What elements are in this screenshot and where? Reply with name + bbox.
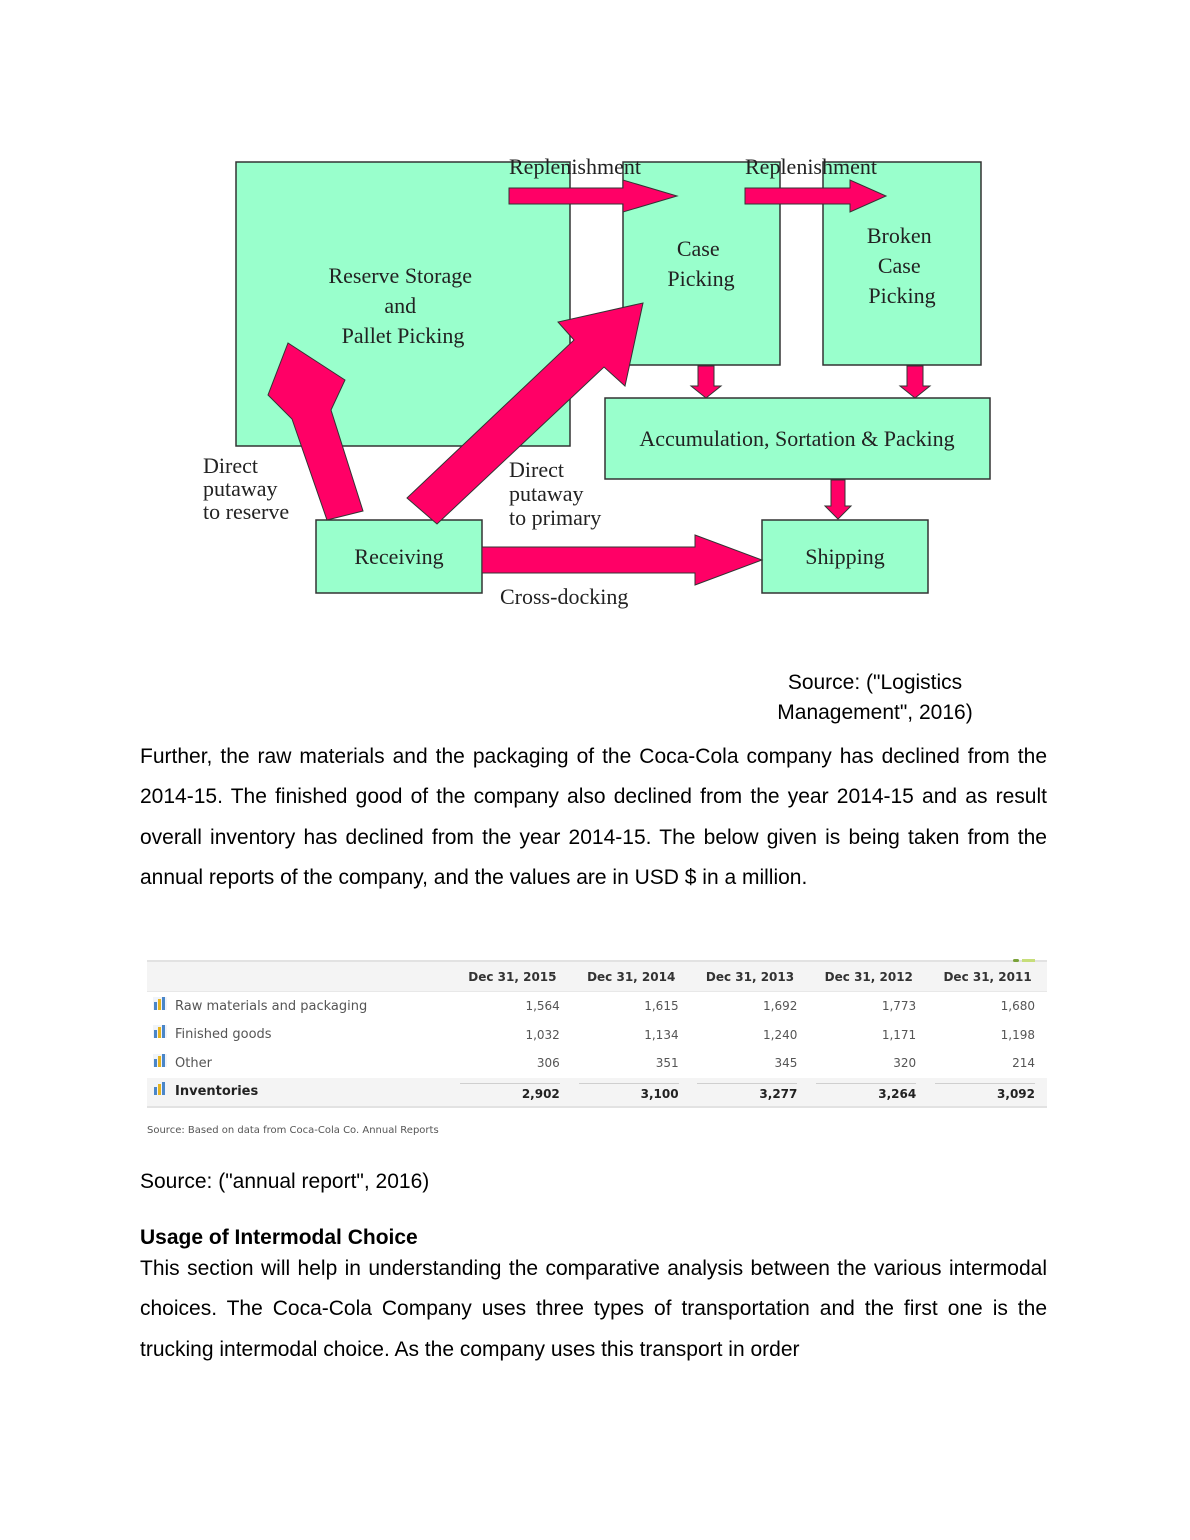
bar-chart-icon[interactable]	[153, 1082, 167, 1095]
warehouse-flow-diagram	[0, 0, 1190, 640]
total-cell: 3,264	[816, 1083, 916, 1101]
table-cell: 306	[536, 1056, 560, 1071]
table-cell: 1,773	[881, 999, 917, 1014]
broken-case-picking-label: Broken Case Picking	[866, 223, 936, 308]
table-header: Dec 31, 2013	[705, 969, 795, 984]
figure-source: Source: ("Logistics Management", 2016)	[777, 671, 973, 724]
table-row	[147, 1021, 1047, 1050]
row-label: Inventories	[175, 1084, 259, 1100]
total-cell: 3,092	[935, 1083, 1035, 1101]
table-source: Source: ("annual report", 2016)	[140, 1170, 430, 1193]
table-footnote: Source: Based on data from Coca-Cola Co. Annual Reports	[147, 1125, 439, 1136]
section-heading: Usage of Intermodal Choice	[140, 1226, 418, 1249]
paragraph-inventory: Further, the raw materials and the packaging of the Coca-Cola company has declined from the 2014-15. The finished good of the company also declined from the year 2014-15 and as result overall inventory has declined from the year 2014-15. The below given is being taken from the annual reports of the company, and the values are in USD $ in a million.	[140, 745, 1047, 889]
row-label: Raw materials and packaging	[175, 998, 368, 1014]
cross-docking-arrow	[482, 535, 762, 585]
table-row	[147, 1049, 1047, 1078]
replenishment-label-2: Replenishment	[745, 154, 877, 179]
paragraph-intermodal: This section will help in understanding the comparative analysis between the various intermodal choices. The Coca-Cola Company uses three types of transportation and the first one is the trucking intermodal choice. As the company uses this transport in order	[140, 1257, 1047, 1361]
receiving-label: Receiving	[354, 544, 444, 569]
row-label: Other	[175, 1055, 212, 1071]
table-header: Dec 31, 2014	[587, 969, 676, 984]
table-cell: 320	[893, 1056, 917, 1071]
accumulation-to-shipping-arrow	[825, 480, 851, 519]
bar-chart-icon[interactable]	[153, 1054, 167, 1067]
broken-to-accumulation-arrow	[900, 366, 930, 398]
table-cell: 1,198	[1000, 1027, 1035, 1042]
inventory-table	[147, 960, 1047, 1108]
total-cell: 3,277	[697, 1083, 797, 1101]
inventory-table-figure	[147, 960, 1047, 1136]
case-picking-label: Case Picking	[667, 236, 735, 291]
table-cell: 1,240	[763, 1027, 798, 1042]
table-cell: 1,615	[644, 999, 679, 1014]
case-to-accumulation-arrow	[691, 366, 721, 398]
accumulation-label: Accumulation, Sortation & Packing	[639, 426, 955, 451]
direct-primary-label: Direct putaway to primary	[509, 457, 602, 530]
table-cell: 345	[774, 1056, 798, 1071]
table-cell: 1,032	[525, 1027, 560, 1042]
table-header: Dec 31, 2015	[468, 969, 557, 984]
total-cell: 3,100	[579, 1083, 679, 1101]
reserve-storage-label: Reserve Storage and Pallet Picking	[328, 263, 473, 348]
table-cell: 351	[655, 1056, 679, 1071]
total-cell: 2,902	[460, 1083, 560, 1101]
table-header: Dec 31, 2011	[943, 969, 1032, 984]
direct-reserve-label: Direct putaway to reserve	[203, 453, 290, 524]
table-cell: 1,692	[763, 999, 798, 1014]
row-label: Finished goods	[175, 1027, 272, 1043]
table-header: Dec 31, 2012	[824, 969, 913, 984]
table-cell: 1,680	[1000, 999, 1035, 1014]
table-cell: 214	[1012, 1056, 1035, 1071]
bar-chart-icon[interactable]	[153, 1025, 167, 1038]
table-cell: 1,134	[644, 1027, 679, 1042]
replenishment-label-1: Replenishment	[509, 154, 641, 179]
table-cell: 1,171	[881, 1027, 917, 1042]
decorative-bar	[1013, 959, 1035, 962]
cross-docking-label: Cross-docking	[500, 584, 629, 609]
table-cell: 1,564	[525, 999, 560, 1014]
table-total-row	[147, 1078, 1047, 1108]
table-row	[147, 992, 1047, 1021]
bar-chart-icon[interactable]	[153, 997, 167, 1010]
shipping-label: Shipping	[805, 544, 885, 569]
table-header-row	[147, 961, 1047, 992]
table-header	[147, 961, 453, 992]
